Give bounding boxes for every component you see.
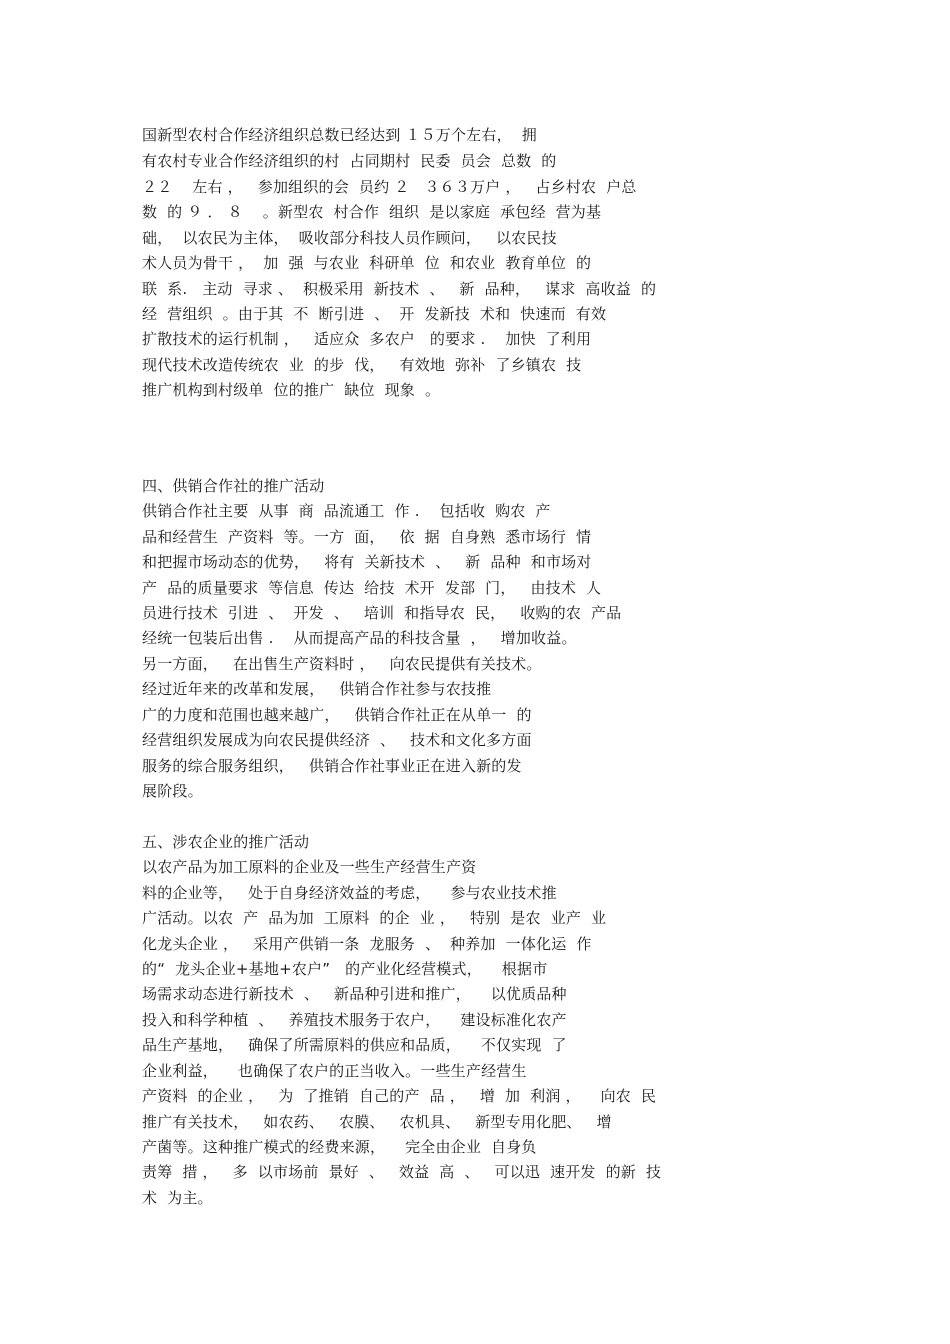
paragraph-line: 品和经营生 产资料 等。一方 面， 依 据 自身熟 悉市场行 情	[142, 528, 592, 546]
section-heading: 五、涉农企业的推广活动	[142, 833, 310, 851]
paragraph-line: 服务的综合服务组织， 供销合作社事业正在进入新的发	[142, 757, 522, 775]
paragraph-line: 国新型农村合作经济组织总数已经达到 １５万个左右， 拥	[142, 126, 537, 144]
paragraph-line: 推广有关技术， 如农药、 农膜、 农机具、 新型专用化肥、 增	[142, 1113, 612, 1131]
paragraph-line: 产 品的质量要求 等信息 传达 给技 术开 发部 门， 由技术 人	[142, 579, 602, 597]
paragraph-line: 推广机构到村级单 位的推广 缺位 现象 。	[142, 381, 441, 399]
paragraph-line: 品生产基地， 确保了所需原料的供应和品质， 不仅实现 了	[142, 1036, 567, 1054]
paragraph-line: 产菌等。这种推广模式的经费来源， 完全由企业 自身负	[142, 1138, 537, 1156]
paragraph-line: 础， 以农民为主体， 吸收部分科技人员作顾问， 以农民技	[142, 229, 557, 247]
paragraph-line: 经营组织发展成为向农民提供经济 、 技术和文化多方面	[142, 731, 532, 749]
paragraph-line: 责筹 措 ， 多 以市场前 景好 、 效益 高 、 可以迅 速开发 的新 技	[142, 1163, 662, 1181]
paragraph-line: 和把握市场动态的优势， 将有 关新技术 、 新 品种 和市场对	[142, 553, 592, 571]
paragraph-line: 展阶段。	[142, 782, 203, 800]
paragraph-line: 供销合作社主要 从事 商 品流通工 作 . 包括收 购农 产	[142, 502, 551, 520]
paragraph-line: 以农产品为加工原料的企业及一些生产经营生产资	[142, 858, 477, 876]
section-heading: 四、供销合作社的推广活动	[142, 477, 325, 495]
paragraph-line: 术人员为骨干 ， 加 强 与农业 科研单 位 和农业 教育单位 的	[142, 254, 592, 272]
paragraph-line: 联 系. 主动 寻求 、 积极采用 新技术 、 新 品种， 谋求 高收益 的	[142, 280, 657, 298]
paragraph-line: ２２ 左右 ， 参加组织的会 员约 ２ ３６３万户 ， 占乡村农 户总	[142, 178, 637, 196]
paragraph-line: 广活动。以农 产 品为加 工原料 的企 业 ， 特别 是农 业产 业	[142, 909, 607, 927]
paragraph-line: 场需求动态进行新技术 、 新品种引进和推广， 以优质品种	[142, 985, 567, 1003]
paragraph-line: 另一方面， 在出售生产资料时 ， 向农民提供有关技术。	[142, 655, 542, 673]
paragraph-line: 的“ 龙头企业+基地+农户” 的产业化经营模式， 根据市	[142, 960, 548, 978]
paragraph-line: 现代技术改造传统农 业 的步 伐， 有效地 弥补 了乡镇农 技	[142, 356, 582, 374]
paragraph-line: 经过近年来的改革和发展， 供销合作社参与农技推	[142, 680, 492, 698]
paragraph-line: 有农村专业合作经济组织的村 占同期村 民委 员会 总数 的	[142, 152, 557, 170]
paragraph-line: 广的力度和范围也越来越广， 供销合作社正在从单一 的	[142, 706, 532, 724]
paragraph-line: 料的企业等， 处于自身经济效益的考虑， 参与农业技术推	[142, 884, 557, 902]
paragraph-line: 扩散技术的运行机制 ， 适应众 多农户 的要求 . 加快 了利用	[142, 330, 592, 348]
paragraph-line: 经 营组织 。由于其 不 断引进 、 开 发新技 术和 快速而 有效	[142, 305, 607, 323]
paragraph-line: 产资料 的企业 ， 为 了推销 自己的产 品 ， 增 加 利润 ， 向农 民	[142, 1087, 657, 1105]
paragraph-line: 化龙头企业 ， 采用产供销一条 龙服务 、 种养加 一体化运 作	[142, 935, 592, 953]
paragraph-line: 数 的 ９ ． ８ 。新型农 村合作 组织 是以家庭 承包经 营为基	[142, 203, 602, 221]
paragraph-line: 经统一包装后出售 . 从而提高产品的科技含量 ， 增加收益。	[142, 629, 577, 647]
paragraph-line: 企业利益， 也确保了农户的正当收入。一些生产经营生	[142, 1062, 527, 1080]
paragraph-line: 员进行技术 引进 、 开发 、 培训 和指导农 民， 收购的农 产品	[142, 604, 622, 622]
paragraph-line: 术 为主。	[142, 1189, 213, 1207]
paragraph-line: 投入和科学种植 、 养殖技术服务于农户， 建设标准化农产	[142, 1011, 567, 1029]
